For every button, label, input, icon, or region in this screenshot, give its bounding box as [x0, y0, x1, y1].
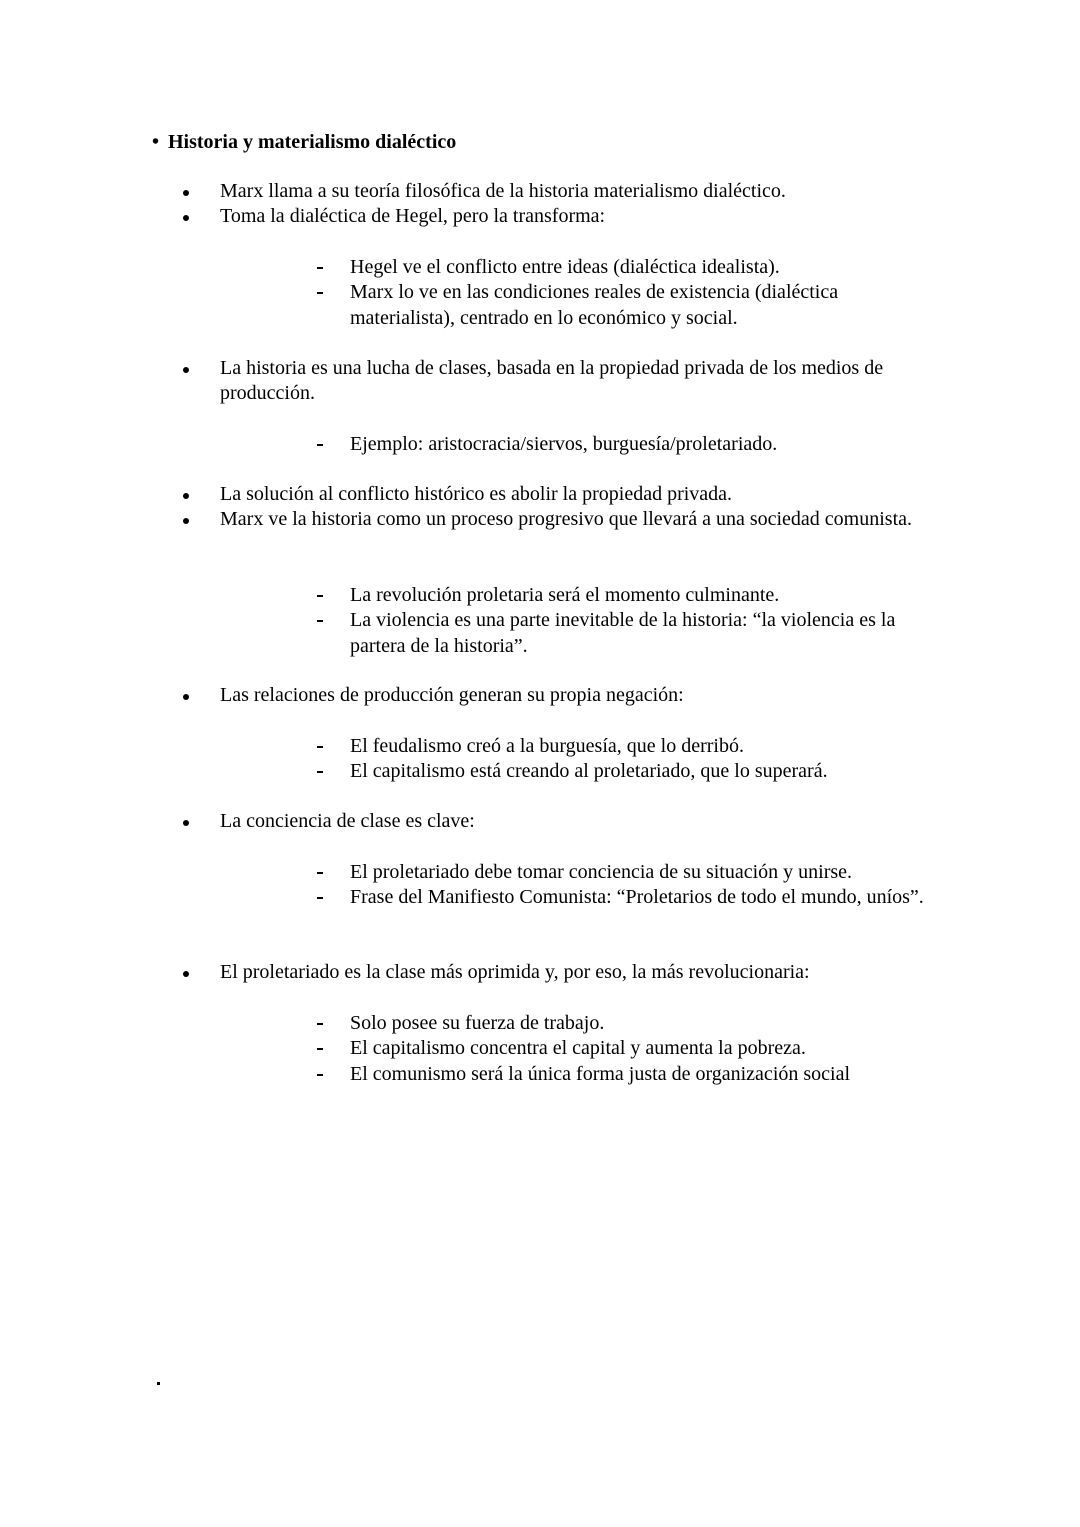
dash-mark [317, 1074, 323, 1076]
list-group [0, 356, 1080, 407]
dash-mark [317, 872, 323, 874]
dash-mark [317, 267, 323, 269]
bullet-item [0, 179, 940, 204]
dash-text: Frase del Manifiesto Comunista: “Proletarios de todo el mundo, uníos”. [350, 886, 924, 909]
bullet-text: La conciencia de clase es clave: [220, 810, 475, 832]
sublist-group [0, 255, 1080, 331]
dash-text: Hegel ve el conflicto entre ideas (dialéctica idealista). [350, 256, 780, 278]
dash-text: La revolución proletaria será el momento culminante. [350, 584, 780, 606]
list-group [0, 179, 1080, 230]
bullet-item [0, 809, 940, 834]
bullet-dot [183, 190, 189, 196]
dash-mark [317, 1048, 323, 1050]
bullet-dot [183, 215, 189, 221]
list-group [0, 809, 1080, 834]
bullet-text: Marx llama a su teoría filosófica de la historia materialismo dialéctico. [220, 180, 786, 202]
dash-text: Solo posee su fuerza de trabajo. [350, 1012, 605, 1034]
bullet-text: La historia es una lucha de clases, basada en la propiedad privada de los medios de producción. [220, 357, 884, 405]
bullet-text: La solución al conflicto histórico es abolir la propiedad privada. [220, 483, 733, 505]
dash-item [0, 432, 940, 457]
bullet-item [0, 356, 940, 407]
sublist-group [0, 1011, 1080, 1087]
dash-item [0, 255, 940, 280]
dash-mark [317, 1023, 323, 1025]
bullet-item [0, 683, 940, 708]
dash-text: La violencia es una parte inevitable de la historia: “la violencia es la partera de la historia”. [350, 609, 896, 657]
bullet-text: Toma la dialéctica de Hegel, pero la transforma: [220, 205, 606, 228]
bullet-dot [183, 694, 189, 700]
dash-item [0, 583, 940, 608]
sublist-group [0, 734, 1080, 785]
heading-bullet: • [152, 131, 160, 153]
sublist-group [0, 432, 1080, 457]
dash-item [0, 759, 940, 784]
heading-title: Historia y materialismo dialéctico [168, 131, 457, 153]
dash-mark [317, 444, 323, 446]
dash-item [0, 1062, 940, 1087]
dash-item [0, 280, 940, 331]
dash-text: Marx lo ve en las condiciones reales de existencia (dialéctica materialista), centrado en lo económico y social. [350, 281, 839, 329]
bullet-text: Marx ve la historia como un proceso progresivo que llevará a una sociedad comunista. [220, 508, 913, 531]
list-group [0, 960, 1080, 985]
bullet-dot [183, 367, 189, 373]
dash-text: El capitalismo está creando al proletariado, que lo superará. [350, 760, 828, 783]
dash-mark [317, 292, 323, 294]
dash-text: El proletariado debe tomar conciencia de su situación y unirse. [350, 861, 853, 883]
bullet-item [0, 204, 940, 229]
dash-mark [317, 746, 323, 748]
sublist-group [0, 583, 1080, 659]
dash-mark [317, 771, 323, 773]
bullet-item [0, 507, 940, 532]
sublist-group [0, 860, 1080, 911]
bullet-dot [183, 971, 189, 977]
dash-text: El comunismo será la única forma justa de organización social [350, 1062, 851, 1085]
dash-item [0, 860, 940, 885]
section-heading [152, 128, 456, 156]
bullet-dot [183, 820, 189, 826]
list-group [0, 482, 1080, 533]
dash-mark [317, 897, 323, 899]
dash-text: El capitalismo concentra el capital y aumenta la pobreza. [350, 1037, 806, 1060]
dash-item [0, 608, 940, 659]
bullet-text: El proletariado es la clase más oprimida y, por eso, la más revolucionaria: [220, 961, 810, 983]
dash-text: El feudalismo creó a la burguesía, que lo derribó. [350, 735, 744, 757]
dash-text: Ejemplo: aristocracia/siervos, burguesía/proletariado. [350, 433, 778, 455]
dash-item [0, 1036, 940, 1061]
bullet-text: Las relaciones de producción generan su propia negación: [220, 684, 684, 706]
stray-dot [157, 1382, 160, 1385]
bullet-item [0, 482, 940, 507]
bullet-dot [183, 518, 189, 524]
list-group [0, 683, 1080, 708]
dash-mark [317, 620, 323, 622]
bullet-dot [183, 493, 189, 499]
dash-item [0, 1011, 940, 1036]
bullet-item [0, 960, 940, 985]
dash-item [0, 734, 940, 759]
dash-mark [317, 595, 323, 597]
dash-item [0, 885, 940, 910]
